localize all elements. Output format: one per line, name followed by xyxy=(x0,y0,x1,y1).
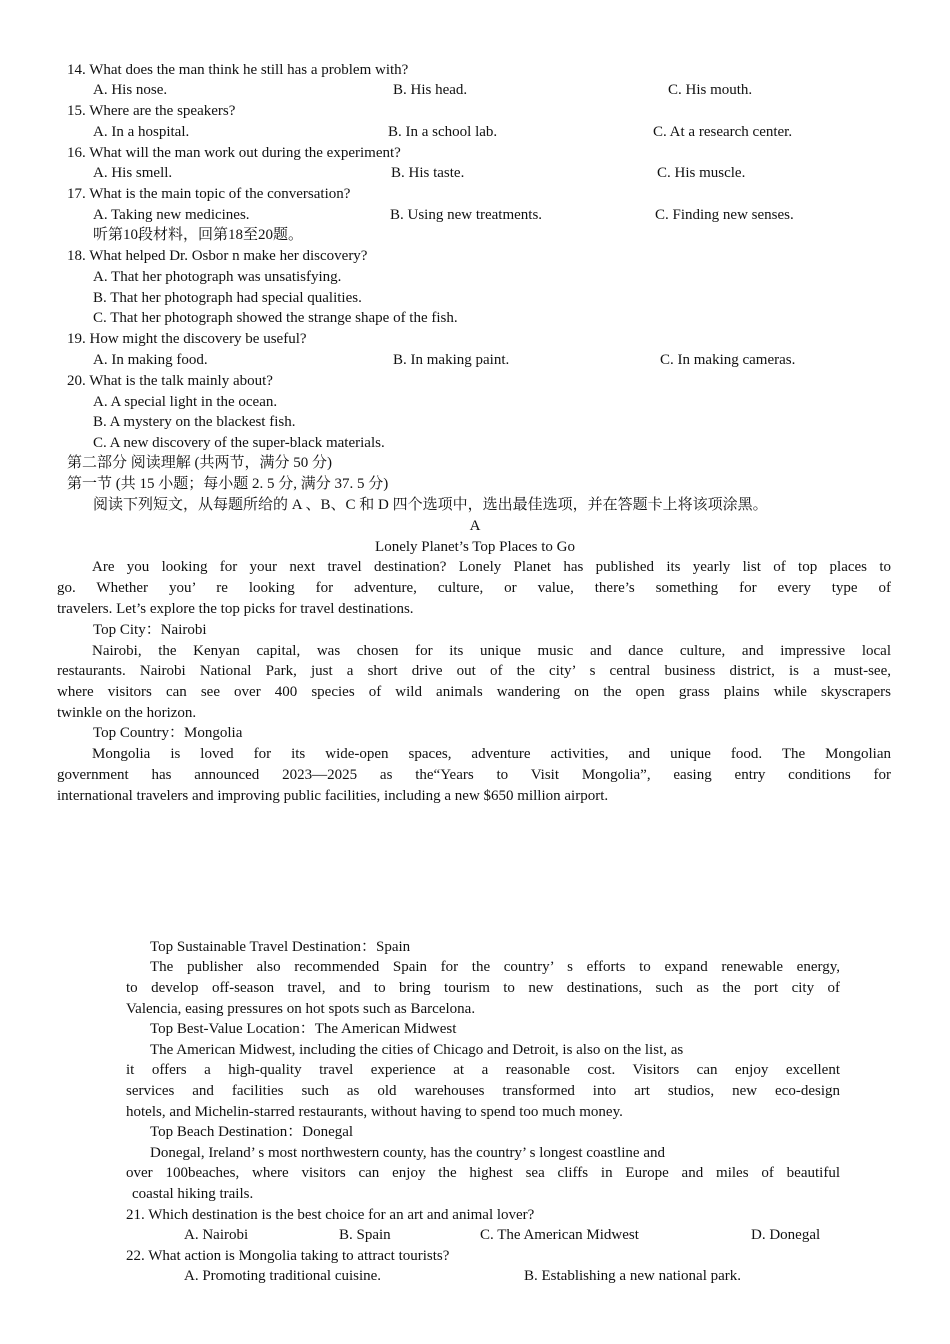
intro-line-3: travelers. Let’s explore the top picks for travel destinations. xyxy=(57,601,414,617)
q17-option-b: B. Using new treatments. xyxy=(390,207,543,223)
q17-option-c: C. Finding new senses. xyxy=(655,207,794,223)
top-country-line-3: international travelers and improving public facilities, including a new $650 million airport. xyxy=(57,788,609,804)
value-line-3: services and facilities such as old warehouses transformed into art studios, new eco-design xyxy=(126,1083,840,1099)
q18-option-b: B. That her photograph had special qualities. xyxy=(93,290,362,306)
top-city-line-3: where visitors can see over 400 species of wild animals wandering on the open grass plains while skyscrapers xyxy=(57,684,891,700)
value-line-2: it offers a high-quality travel experience at a reasonable cost. Visitors can enjoy excellent xyxy=(126,1062,840,1078)
value-line-4: hotels, and Michelin-starred restaurants, without having to spend too much money. xyxy=(126,1104,623,1120)
top-city-heading: Top City：Nairobi xyxy=(93,622,207,638)
passage-letter: A xyxy=(469,518,481,534)
top-city-line-1: Nairobi, the Kenyan capital, was chosen for its unique music and dance culture, and impressive local xyxy=(92,643,891,659)
top-country-heading: Top Country：Mongolia xyxy=(93,725,243,741)
q16-option-c: C. His muscle. xyxy=(657,165,746,181)
intro-line-1: Are you looking for your next travel destination? Lonely Planet has published its yearly list of top places to xyxy=(92,559,891,575)
q20-stem: 20. What is the talk mainly about? xyxy=(67,373,273,389)
beach-line-2: over 100beaches, where visitors can enjoy the highest sea cliffs in Europe and miles of beautiful xyxy=(126,1165,840,1181)
q17-option-a: A. Taking new medicines. xyxy=(93,207,250,223)
beach-heading: Top Beach Destination：Donegal xyxy=(150,1124,354,1140)
q21-option-c: C. The American Midwest xyxy=(480,1227,639,1243)
passage-title: Lonely Planet’s Top Places to Go xyxy=(375,539,575,555)
sustainable-line-1: The publisher also recommended Spain for the country’ s efforts to expand renewable energy, xyxy=(150,959,840,975)
sustainable-line-2: to develop off-season travel, and to bring tourism to new destinations, such as the port city of xyxy=(126,980,840,996)
q19-stem: 19. How might the discovery be useful? xyxy=(67,331,307,347)
q21-option-b: B. Spain xyxy=(339,1227,391,1243)
listening-instruction: 听第10段材料，回第18至20题。 xyxy=(93,227,304,243)
sustainable-heading: Top Sustainable Travel Destination：Spain xyxy=(150,939,411,955)
q16-option-a: A. His smell. xyxy=(93,165,173,181)
q14-option-a: A. His nose. xyxy=(93,82,168,98)
q16-option-b: B. His taste. xyxy=(391,165,465,181)
part-two-heading: 第二部分 阅读理解 (共两节，满分 50 分) xyxy=(67,455,332,471)
q17-stem: 17. What is the main topic of the conversation? xyxy=(67,186,351,202)
q18-option-a: A. That her photograph was unsatisfying. xyxy=(93,269,342,285)
value-heading: Top Best-Value Location：The American Midwest xyxy=(150,1021,457,1037)
top-country-line-2: government has announced 2023—2025 as the“Years to Visit Mongolia”, easing entry conditions for xyxy=(57,767,891,783)
q21-option-a: A. Nairobi xyxy=(184,1227,249,1243)
top-city-line-2: restaurants. Nairobi National Park, just a short drive out of the city’ s central business district, is a must-see, xyxy=(57,663,891,679)
intro-line-2: go. Whether you’ re looking for adventure, culture, or value, there’s something for every type of xyxy=(57,580,891,596)
q14-option-b: B. His head. xyxy=(393,82,468,98)
q15-option-b: B. In a school lab. xyxy=(388,124,498,140)
top-city-line-4: twinkle on the horizon. xyxy=(57,705,197,721)
q22-option-b: B. Establishing a new national park. xyxy=(524,1268,742,1284)
q22-option-a: A. Promoting traditional cuisine. xyxy=(184,1268,382,1284)
q15-option-a: A. In a hospital. xyxy=(93,124,190,140)
reading-instruction: 阅读下列短文，从每题所给的 A 、B、C 和 D 四个选项中，选出最佳选项，并在答题卡上将该项涂黑。 xyxy=(93,497,768,513)
q19-option-b: B. In making paint. xyxy=(393,352,510,368)
q20-option-c: C. A new discovery of the super-black materials. xyxy=(93,435,385,451)
q14-option-c: C. His mouth. xyxy=(668,82,753,98)
q21-stem: 21. Which destination is the best choice for an art and animal lover? xyxy=(126,1207,535,1223)
beach-line-1: Donegal, Ireland’ s most northwestern county, has the country’ s longest coastline and xyxy=(150,1145,666,1161)
q16-stem: 16. What will the man work out during the experiment? xyxy=(67,145,401,161)
q14-stem: 14. What does the man think he still has a problem with? xyxy=(67,62,409,78)
q15-option-c: C. At a research center. xyxy=(653,124,793,140)
top-country-line-1: Mongolia is loved for its wide-open spaces, adventure activities, and unique food. The Mongolian xyxy=(92,746,891,762)
q19-option-a: A. In making food. xyxy=(93,352,208,368)
beach-line-3: coastal hiking trails. xyxy=(132,1186,254,1202)
q20-option-a: A. A special light in the ocean. xyxy=(93,394,278,410)
q18-stem: 18. What helped Dr. Osbor n make her discovery? xyxy=(67,248,368,264)
q22-stem: 22. What action is Mongolia taking to attract tourists? xyxy=(126,1248,450,1264)
q21-option-d: D. Donegal xyxy=(751,1227,821,1243)
q20-option-b: B. A mystery on the blackest fish. xyxy=(93,414,296,430)
q18-option-c: C. That her photograph showed the strange shape of the fish. xyxy=(93,310,458,326)
q15-stem: 15. Where are the speakers? xyxy=(67,103,236,119)
value-line-1: The American Midwest, including the cities of Chicago and Detroit, is also on the list, as xyxy=(150,1042,684,1058)
sustainable-line-3: Valencia, easing pressures on hot spots such as Barcelona. xyxy=(126,1001,476,1017)
section-one-heading: 第一节 (共 15 小题；每小题 2. 5 分, 满分 37. 5 分) xyxy=(67,476,389,492)
q19-option-c: C. In making cameras. xyxy=(660,352,796,368)
